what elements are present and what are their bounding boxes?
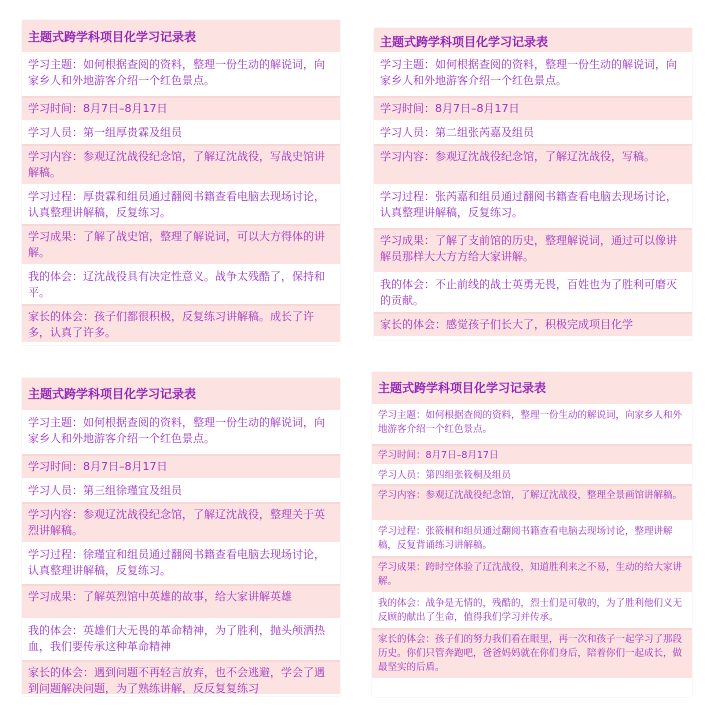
card-title: 主题式跨学科项目化学习记录表 [378, 381, 547, 395]
reflection-text: 我的体会：英雄们大无畏的革命精神，为了胜利，抛头颅洒热血，我们要传承这种革命精神 [28, 624, 325, 653]
topic-text: 学习主题：如何根据查阅的资料，整理一份生动的解说词，向家乡人和外地游客介绍一个红色景点。 [380, 58, 677, 87]
process-row [374, 186, 692, 230]
parent-text: 家长的体会：遇到问题不再轻言放弃，也不会逃避，学会了遇到问题解决问题，为了熟练讲解，反反复复练习 [28, 666, 325, 695]
topic-text: 学习主题：如何根据查阅的资料，整理一份生动的解说词，向家乡人和外地游客介绍一个红色景点。 [378, 410, 683, 435]
time-row [372, 446, 692, 466]
topic-text: 学习主题：如何根据查阅的资料，整理一份生动的解说词，向家乡人和外地游客介绍一个红色景点。 [28, 416, 325, 445]
time-text: 学习时间：8月7日–8月17日 [380, 102, 520, 115]
card-title-row [372, 372, 692, 406]
process-text: 学习过程：张筱桐和组员通过翻阅书籍查看电脑去现场讨论，整理讲解稿，反复背诵练习讲解稿。 [378, 526, 673, 551]
people-row [372, 466, 692, 486]
people-text: 学习人员：第四组张筱桐及组员 [378, 470, 512, 481]
parent-row [374, 314, 692, 338]
result-text: 学习成果：了解了支前馆的历史，整理解说词，通过可以像讲解员那样大大方方给大家讲解。 [380, 234, 677, 263]
people-row [22, 122, 340, 146]
reflection-text: 我的体会：辽沈战役具有决定性意义。战争太残酷了，保持和平。 [28, 270, 325, 299]
people-text: 学习人员：第二组张芮嘉及组员 [380, 126, 534, 139]
process-row [372, 522, 692, 558]
card-title-row [22, 378, 340, 412]
time-text: 学习时间：8月7日–8月17日 [378, 450, 499, 461]
process-text: 学习过程：张芮嘉和组员通过翻阅书籍查看电脑去现场讨论，认真整理讲解稿，反复练习。 [380, 190, 677, 219]
parent-row [372, 630, 692, 680]
time-text: 学习时间：8月7日–8月17日 [28, 460, 168, 473]
process-text: 学习过程：徐瑾宜和组员通过翻阅书籍查看电脑去现场讨论，认真整理讲解稿，反复练习。 [28, 548, 325, 577]
record-card-group-2 [374, 28, 692, 340]
people-row [374, 122, 692, 146]
time-text: 学习时间：8月7日–8月17日 [28, 102, 168, 115]
parent-text: 家长的体会：孩子们都很积极，反复练习讲解稿。成长了许多，认真了许多。 [28, 310, 314, 339]
topic-row [22, 412, 340, 456]
record-card-group-3 [22, 378, 340, 696]
record-card-group-1 [22, 20, 340, 345]
card-title: 主题式跨学科项目化学习记录表 [28, 387, 197, 401]
parent-text: 家长的体会：感觉孩子们长大了，积极完成项目化学 [380, 318, 633, 331]
time-row [22, 98, 340, 122]
reflection-row [22, 620, 340, 662]
card-title: 主题式跨学科项目化学习记录表 [28, 30, 197, 44]
result-text: 学习成果：了解英烈馆中英雄的故事，给大家讲解英雄 [28, 590, 292, 603]
people-row [22, 480, 340, 504]
content-text: 学习内容：参观辽沈战役纪念馆，了解辽沈战役，写稿。 [380, 150, 655, 163]
result-row [22, 586, 340, 620]
topic-row [372, 406, 692, 446]
topic-row [22, 54, 340, 98]
topic-row [374, 54, 692, 98]
result-row [372, 558, 692, 594]
reflection-row [22, 266, 340, 306]
content-row [22, 146, 340, 186]
card-title-row [374, 28, 692, 54]
process-row [22, 544, 340, 586]
process-text: 学习过程：厚贵霖和组员通过翻阅书籍查看电脑去现场讨论，认真整理讲解稿，反复练习。 [28, 190, 325, 219]
reflection-row [372, 594, 692, 630]
result-row [374, 230, 692, 274]
parent-text: 家长的体会：孩子们的努力我们看在眼里，再一次和孩子一起学习了那段历史。你们只管奔跑吧，爸爸妈妈就在你们身后，陪着你们一起成长，做最坚实的后盾。 [378, 634, 683, 673]
reflection-row [374, 274, 692, 314]
people-text: 学习人员：第三组徐瑾宜及组员 [28, 484, 182, 497]
content-text: 学习内容：参观辽沈战役纪念馆，了解辽沈战役，整理关于英烈讲解稿。 [28, 508, 325, 537]
content-row [374, 146, 692, 186]
card-title: 主题式跨学科项目化学习记录表 [380, 35, 549, 49]
reflection-text: 我的体会：不止前线的战士英勇无畏，百姓也为了胜利可磨灭的贡献。 [380, 278, 677, 307]
people-text: 学习人员：第一组厚贵霖及组员 [28, 126, 182, 139]
process-row [22, 186, 340, 226]
result-row [22, 226, 340, 266]
parent-row [22, 662, 340, 696]
result-text: 学习成果：跨时空体验了辽沈战役，知道胜利来之不易，生动的给大家讲解。 [378, 562, 683, 587]
content-text: 学习内容：参观辽沈战役纪念馆，了解辽沈战役，写战史馆讲解稿。 [28, 150, 325, 179]
content-row [22, 504, 340, 544]
result-text: 学习成果：了解了战史馆，整理了解说词，可以大方得体的讲解。 [28, 230, 325, 259]
card-title-row [22, 20, 340, 54]
content-text: 学习内容：参观辽沈战役纪念馆，了解辽沈战役，整理全景画馆讲解稿。 [378, 490, 683, 501]
content-row [372, 486, 692, 522]
topic-text: 学习主题：如何根据查阅的资料，整理一份生动的解说词，向家乡人和外地游客介绍一个红色景点。 [28, 58, 325, 87]
time-row [374, 98, 692, 122]
record-card-group-4 [372, 372, 692, 697]
reflection-text: 我的体会：战争是无情的，残酷的，烈士们是可敬的，为了胜利他们义无反顾的献出了生命，值得我们学习并传承。 [378, 598, 683, 623]
time-row [22, 456, 340, 480]
parent-row [22, 306, 340, 344]
